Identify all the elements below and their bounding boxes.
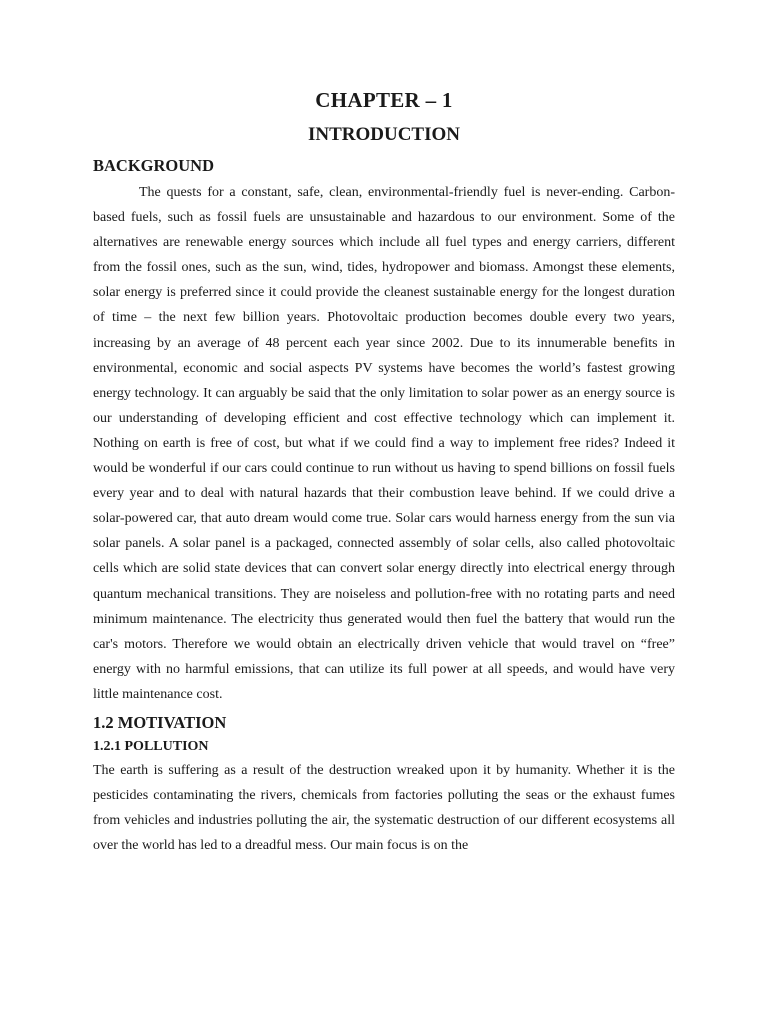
- pollution-paragraph: The earth is suffering as a result of the destruction wreaked upon it by humanity. Whether it is the pesticides contaminating the rivers, chemicals from factories polluting the seas or the exhaust fumes from vehicles and industries polluting the air, the systematic destruction of our different ecosystems all over the world has led to a dreadful mess. Our main focus is on the: [93, 762, 675, 854]
- background-paragraph: The quests for a constant, safe, clean, environmental-friendly fuel is never-ending. Carbon-based fuels, such as fossil fuels are unsustainable and hazardous to our environment. Some of the alternatives are renewable energy sources which include all fuel types and energy carriers, different from the fossil ones, such as the sun, wind, tides, hydropower and biomass. Amongst these elements, solar energy is preferred since it could provide the cleanest sustainable energy for the longest duration of time – the next few billion years. Photovoltaic production becomes double every two years, increasing by an average of 48 percent each year since 2002. Due to its innumerable benefits in environmental, economic and social aspects PV systems have becomes the world’s fastest growing energy technology. It can arguably be said that the only limitation to solar power as an energy source is our understanding of developing efficient and cost effective technology which can implement it. Nothing on earth is free of cost, but what if we could find a way to implement free rides? Indeed it would be wonderful if our cars could continue to run without us having to spend billions on fossil fuels every year and to deal with natural hazards that their combustion leave behind. If we could drive a solar-powered car, that auto dream would come true. Solar cars would harness energy from the sun via solar panels. A solar panel is a packaged, connected assembly of solar cells, also called photovoltaic cells which are solid state devices that can convert solar energy directly into electrical energy through quantum mechanical transitions. They are noiseless and pollution-free with no rotating parts and need minimum maintenance. The electricity thus generated would then fuel the battery that would run the car's motors. Therefore we would obtain an electrically driven vehicle that would travel on “free” energy with no harmful emissions, that can utilize its full power at all speeds, and would have very little maintenance cost.: [93, 185, 675, 702]
- document-page: [93, 86, 675, 858]
- background-heading: BACKGROUND: [93, 156, 215, 175]
- motivation-heading: 1.2 MOTIVATION: [93, 712, 227, 732]
- chapter-title: CHAPTER – 1: [315, 88, 453, 112]
- pollution-subheading: 1.2.1 POLLUTION: [93, 738, 209, 754]
- chapter-subtitle: INTRODUCTION: [307, 124, 461, 145]
